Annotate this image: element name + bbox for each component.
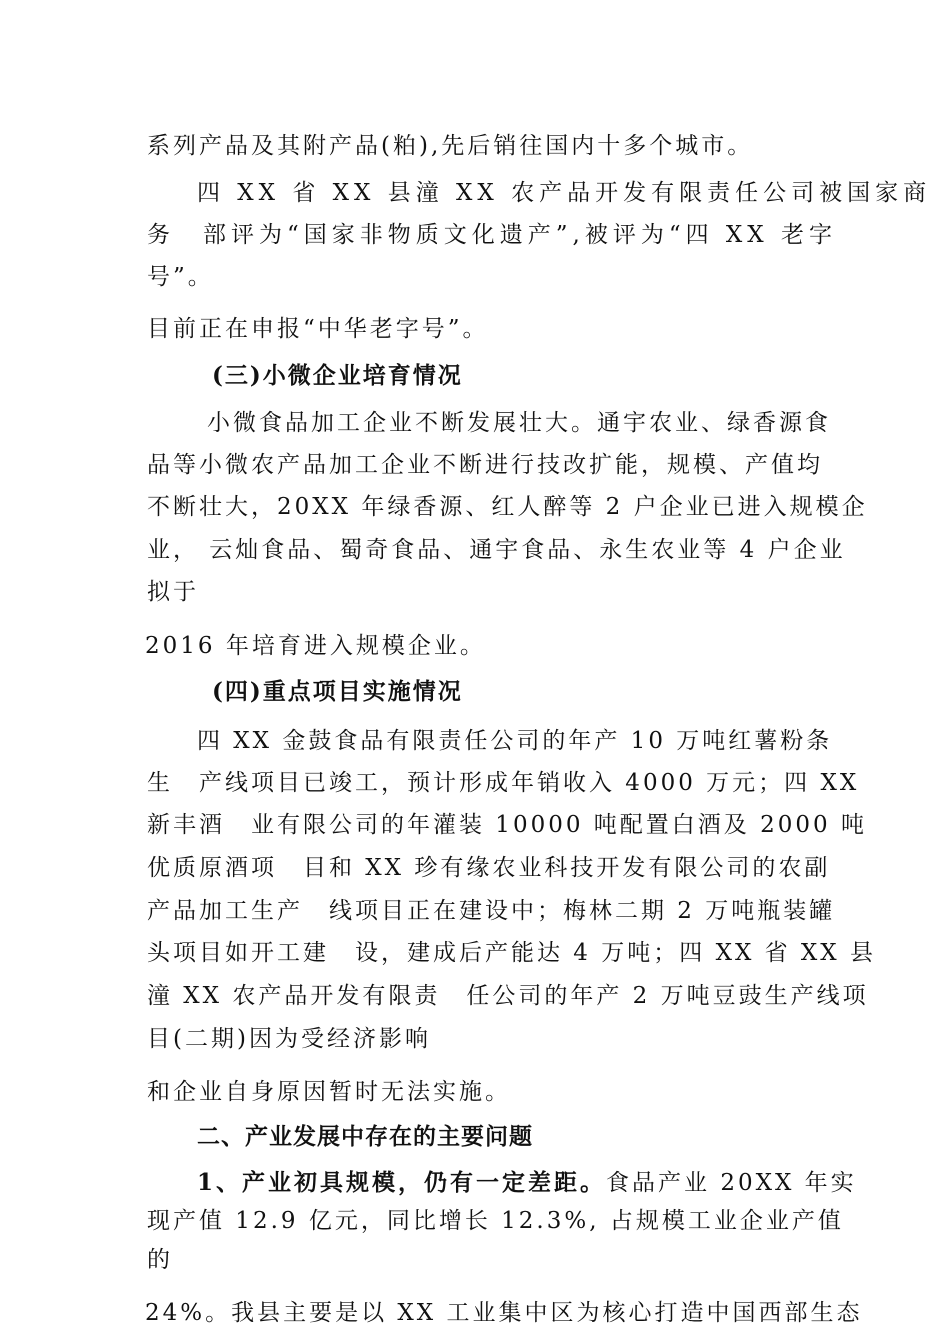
bold-lead-phrase: 1、产业初具规模，仍有一定差距。 <box>197 1169 607 1196</box>
paragraph-line: 小微食品加工企业不断发展壮大。通宇农业、绿香源食 <box>207 410 831 436</box>
paragraph-line: 潼 XX 农产品开发有限责 任公司的年产 2 万吨豆豉生产线项 <box>147 983 869 1009</box>
section-heading: (三)小微企业培育情况 <box>212 362 463 389</box>
paragraph-line: 24%。我县主要是以 XX 工业集中区为核心打造中国西部生态 <box>145 1300 863 1326</box>
paragraph-line: 四 XX 省 XX 县潼 XX 农产品开发有限责任公司被国家商 <box>197 180 932 206</box>
paragraph-line: 不断壮大，20XX 年绿香源、红人醉等 2 户企业已进入规模企 <box>147 494 868 520</box>
paragraph-line: 生 产线项目已竣工，预计形成年销收入 4000 万元；四 XX <box>147 770 860 796</box>
paragraph-line: 现产值 12.9 亿元，同比增长 12.3%, 占规模工业企业产值 <box>147 1208 844 1234</box>
paragraph-line: 的 <box>147 1247 173 1273</box>
section-heading: (四)重点项目实施情况 <box>212 678 463 705</box>
paragraph-line: 优质原酒项 目和 XX 珍有缘农业科技开发有限公司的农副 <box>147 855 831 881</box>
paragraph-line: 四 XX 金鼓食品有限责任公司的年产 10 万吨红薯粉条 <box>197 728 833 754</box>
paragraph-line: 2016 年培育进入规模企业。 <box>145 633 486 659</box>
paragraph-line: 头项目如开工建 设，建成后产能达 4 万吨；四 XX 省 XX 县 <box>147 940 876 966</box>
paragraph-line: 系列产品及其附产品(粕),先后销往国内十多个城市。 <box>147 133 754 159</box>
paragraph-line: 拟于 <box>147 579 199 605</box>
paragraph-text: 食品产业 20XX 年实 <box>606 1170 857 1196</box>
paragraph-line: 品等小微农产品加工企业不断进行技改扩能，规模、产值均 <box>147 452 823 478</box>
paragraph-line: 新丰酒 业有限公司的年灌装 10000 吨配置白酒及 2000 吨 <box>147 812 867 838</box>
paragraph-line <box>197 1168 857 1198</box>
paragraph-line: 产品加工生产 线项目正在建设中；梅林二期 2 万吨瓶装罐 <box>147 898 836 924</box>
paragraph-line: 和企业自身原因暂时无法实施。 <box>147 1079 511 1105</box>
paragraph-line: 业， 云灿食品、蜀奇食品、通宇食品、永生农业等 4 户企业 <box>147 537 846 563</box>
chapter-heading: 二、产业发展中存在的主要问题 <box>197 1123 533 1150</box>
paragraph-line: 目(二期)因为受经济影响 <box>147 1026 431 1052</box>
paragraph-line: 号”。 <box>147 264 214 290</box>
paragraph-line: 目前正在申报“中华老字号”。 <box>147 316 489 342</box>
paragraph-line: 务 部评为“国家非物质文化遗产”,被评为“四 XX 老字 <box>147 222 837 248</box>
